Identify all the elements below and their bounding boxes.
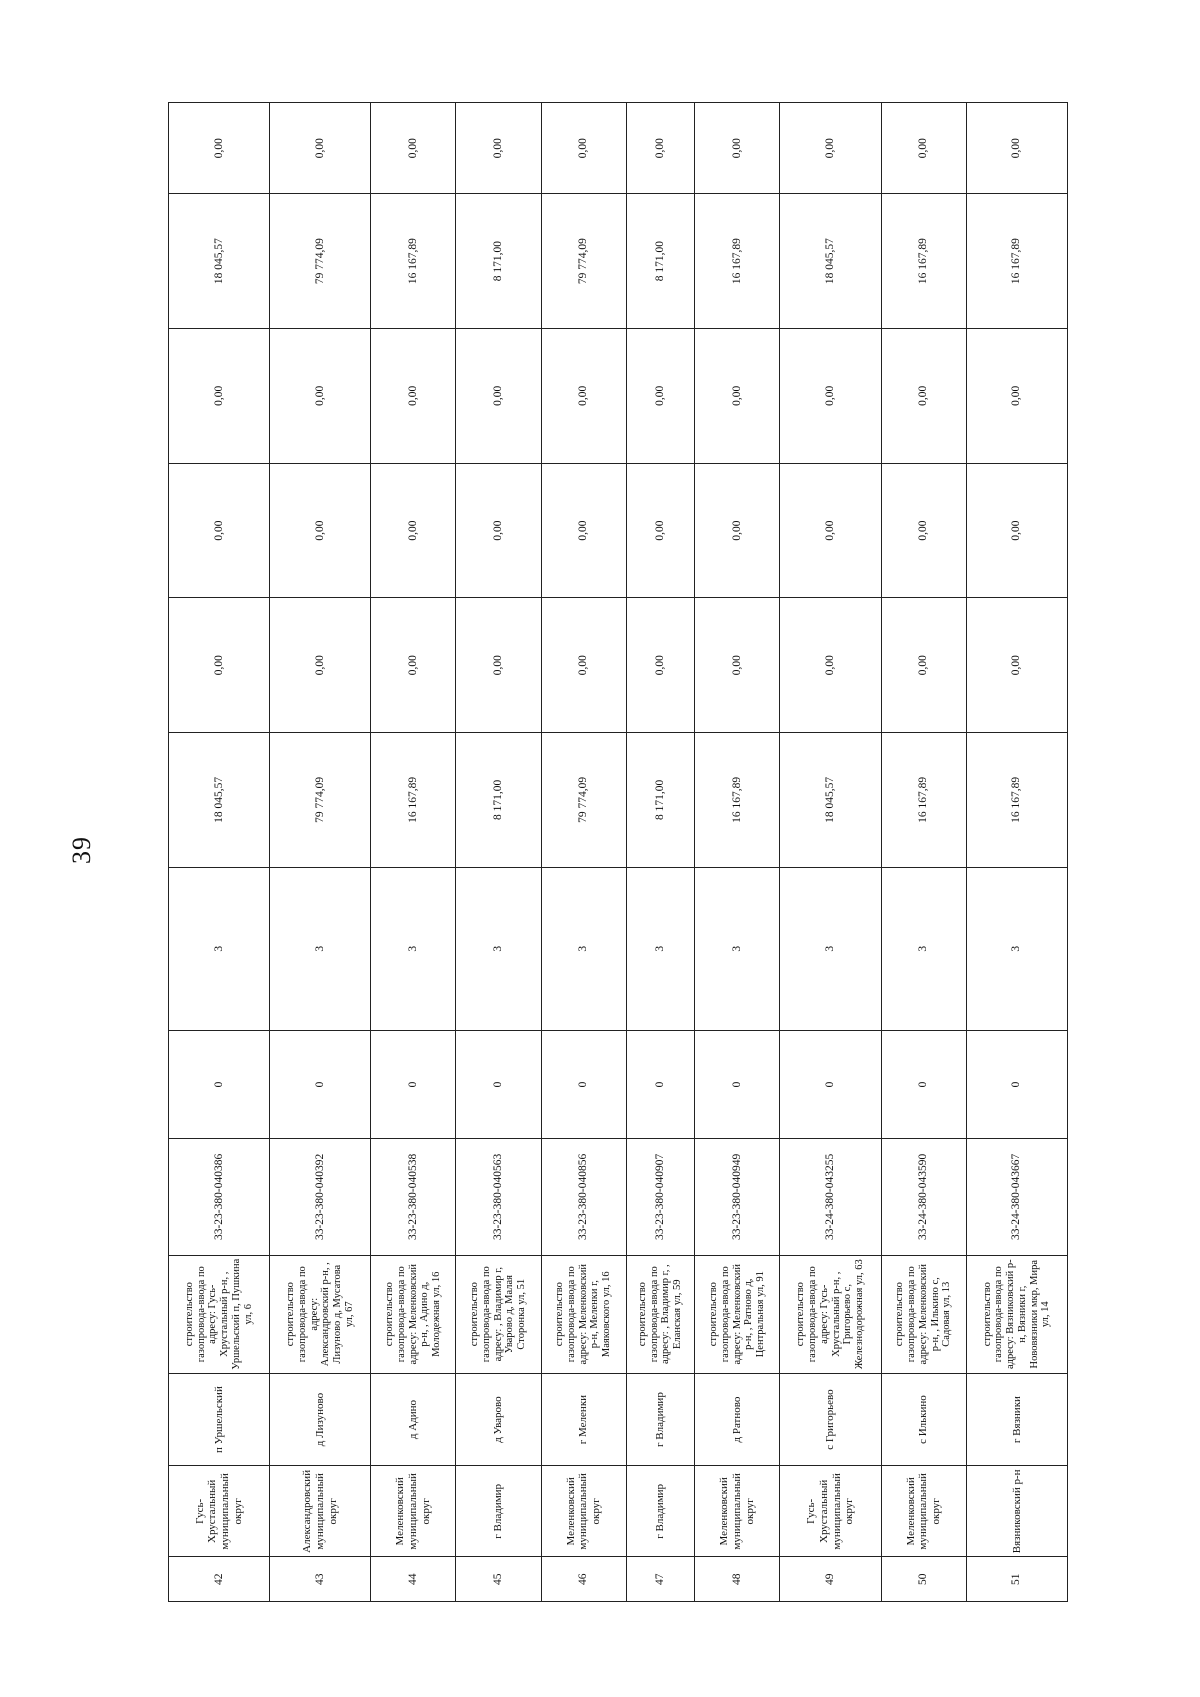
object-code-cell: 33-23-380-040392 [270, 1139, 371, 1255]
table-row [371, 103, 456, 1602]
settlement-cell: г Вязники [966, 1373, 1067, 1465]
total-cost-cell: 18 045,57 [780, 733, 881, 868]
work-description-cell: строительство газопровода-ввода по адресу: Меленковский р-н, Меленки г, Маяковского ул, 16 [541, 1255, 626, 1373]
table-container [168, 102, 1068, 1602]
settlement-cell: д Адино [371, 1373, 456, 1465]
work-description-cell: строительство газопровода-ввода по адресу: , Владимир г, , Еланская ул, 59 [626, 1255, 695, 1373]
settlement-cell: г Владимир [626, 1373, 695, 1465]
amount-cell: 0,00 [695, 103, 780, 194]
total-cost-cell: 79 774,09 [270, 733, 371, 868]
amount-cell: 0,00 [270, 463, 371, 598]
amount-cell: 0,00 [780, 598, 881, 733]
total-cost-cell: 8 171,00 [456, 733, 541, 868]
category-cell: 3 [780, 867, 881, 1030]
amount-cell: 0,00 [966, 329, 1067, 464]
row-number-cell: 42 [169, 1557, 270, 1602]
work-description-cell: строительство газопровода-ввода по адресу: Меленковский р-н, , Ратново д, Центральная ул, 91 [695, 1255, 780, 1373]
settlement-cell: д Лизуново [270, 1373, 371, 1465]
count-cell: 0 [881, 1030, 966, 1139]
object-code-cell: 33-23-380-040538 [371, 1139, 456, 1255]
municipality-cell: г Владимир [626, 1466, 695, 1557]
settlement-cell: с Илькино [881, 1373, 966, 1465]
category-cell: 3 [541, 867, 626, 1030]
amount-cell: 0,00 [780, 103, 881, 194]
table-row [695, 103, 780, 1602]
settlement-cell: п Уршельский [169, 1373, 270, 1465]
financing-cell: 79 774,09 [270, 194, 371, 329]
municipality-cell: Гусь-Хрустальный муниципальный округ [780, 1466, 881, 1557]
row-number-cell: 45 [456, 1557, 541, 1602]
count-cell: 0 [966, 1030, 1067, 1139]
table-row [541, 103, 626, 1602]
amount-cell: 0,00 [541, 103, 626, 194]
row-number-cell: 49 [780, 1557, 881, 1602]
settlement-cell: с Григорьево [780, 1373, 881, 1465]
financing-cell: 16 167,89 [695, 194, 780, 329]
municipality-cell: Гусь-Хрустальный муниципальный округ [169, 1466, 270, 1557]
amount-cell: 0,00 [371, 463, 456, 598]
municipality-cell: Меленковский муниципальный округ [695, 1466, 780, 1557]
category-cell: 3 [270, 867, 371, 1030]
financing-cell: 16 167,89 [881, 194, 966, 329]
financing-cell: 79 774,09 [541, 194, 626, 329]
amount-cell: 0,00 [695, 598, 780, 733]
object-code-cell: 33-23-380-040949 [695, 1139, 780, 1255]
amount-cell: 0,00 [270, 103, 371, 194]
amount-cell: 0,00 [456, 463, 541, 598]
table-row [780, 103, 881, 1602]
amount-cell: 0,00 [626, 103, 695, 194]
amount-cell: 0,00 [456, 329, 541, 464]
total-cost-cell: 16 167,89 [881, 733, 966, 868]
category-cell: 3 [881, 867, 966, 1030]
count-cell: 0 [541, 1030, 626, 1139]
amount-cell: 0,00 [695, 329, 780, 464]
amount-cell: 0,00 [881, 103, 966, 194]
municipality-cell: Меленковский муниципальный округ [881, 1466, 966, 1557]
count-cell: 0 [780, 1030, 881, 1139]
work-description-cell: строительство газопровода-ввода по адресу: Гусь-Хрустальный р-н, , Григорьево с, Железнодорожная ул, 63 [780, 1255, 881, 1373]
row-number-cell: 46 [541, 1557, 626, 1602]
settlement-cell: г Меленки [541, 1373, 626, 1465]
work-description-cell: строительство газопровода-ввода по адресу: Александровский р-н, , Лизуново д, Мусатова ул, 67 [270, 1255, 371, 1373]
amount-cell: 0,00 [456, 103, 541, 194]
table-row [169, 103, 270, 1602]
municipality-cell: Вязниковский р-н [966, 1466, 1067, 1557]
settlement-cell: д Ратново [695, 1373, 780, 1465]
object-code-cell: 33-24-380-043255 [780, 1139, 881, 1255]
count-cell: 0 [626, 1030, 695, 1139]
amount-cell: 0,00 [780, 463, 881, 598]
financing-cell: 8 171,00 [456, 194, 541, 329]
amount-cell: 0,00 [270, 329, 371, 464]
table-row [456, 103, 541, 1602]
row-number-cell: 44 [371, 1557, 456, 1602]
row-number-cell: 48 [695, 1557, 780, 1602]
work-description-cell: строительство газопровода-ввода по адресу: Вязниковский р-н, Вязники г, Нововязники мкр, Мира ул, 14 [966, 1255, 1067, 1373]
count-cell: 0 [270, 1030, 371, 1139]
amount-cell: 0,00 [881, 463, 966, 598]
total-cost-cell: 16 167,89 [966, 733, 1067, 868]
total-cost-cell: 79 774,09 [541, 733, 626, 868]
amount-cell: 0,00 [626, 463, 695, 598]
amount-cell: 0,00 [966, 103, 1067, 194]
total-cost-cell: 16 167,89 [371, 733, 456, 868]
object-code-cell: 33-23-380-040563 [456, 1139, 541, 1255]
object-code-cell: 33-23-380-040856 [541, 1139, 626, 1255]
amount-cell: 0,00 [270, 598, 371, 733]
work-description-cell: строительство газопровода-ввода по адресу: , Владимир г, Уварово д, Малая Сторонка ул, 51 [456, 1255, 541, 1373]
category-cell: 3 [169, 867, 270, 1030]
amount-cell: 0,00 [371, 103, 456, 194]
table-row [270, 103, 371, 1602]
total-cost-cell: 18 045,57 [169, 733, 270, 868]
financing-cell: 18 045,57 [169, 194, 270, 329]
table-row [626, 103, 695, 1602]
work-description-cell: строительство газопровода-ввода по адресу: Меленковский р-н, , Илькино с, Садовая ул, 13 [881, 1255, 966, 1373]
municipality-cell: г Владимир [456, 1466, 541, 1557]
amount-cell: 0,00 [780, 329, 881, 464]
municipality-cell: Александровский муниципальный округ [270, 1466, 371, 1557]
category-cell: 3 [626, 867, 695, 1030]
object-code-cell: 33-24-380-043667 [966, 1139, 1067, 1255]
page-number: 39 [67, 836, 96, 864]
category-cell: 3 [456, 867, 541, 1030]
amount-cell: 0,00 [695, 463, 780, 598]
work-description-cell: строительство газопровода-ввода по адресу: Гусь-Хрустальный р-н, , Уршельский п, Пушкина ул, 6 [169, 1255, 270, 1373]
row-number-cell: 47 [626, 1557, 695, 1602]
financing-cell: 16 167,89 [371, 194, 456, 329]
table-row [881, 103, 966, 1602]
amount-cell: 0,00 [169, 329, 270, 464]
work-description-cell: строительство газопровода-ввода по адресу: Меленковский р-н, , Адино д, Молодежная ул, 16 [371, 1255, 456, 1373]
row-number-cell: 50 [881, 1557, 966, 1602]
amount-cell: 0,00 [169, 103, 270, 194]
table-row [966, 103, 1067, 1602]
gas-pipeline-registry-table [168, 102, 1068, 1602]
amount-cell: 0,00 [881, 598, 966, 733]
amount-cell: 0,00 [626, 329, 695, 464]
count-cell: 0 [371, 1030, 456, 1139]
amount-cell: 0,00 [169, 598, 270, 733]
amount-cell: 0,00 [966, 463, 1067, 598]
amount-cell: 0,00 [966, 598, 1067, 733]
row-number-cell: 51 [966, 1557, 1067, 1602]
table-body [169, 103, 1068, 1602]
financing-cell: 18 045,57 [780, 194, 881, 329]
settlement-cell: д Уварово [456, 1373, 541, 1465]
category-cell: 3 [695, 867, 780, 1030]
object-code-cell: 33-23-380-040907 [626, 1139, 695, 1255]
amount-cell: 0,00 [371, 598, 456, 733]
amount-cell: 0,00 [456, 598, 541, 733]
count-cell: 0 [169, 1030, 270, 1139]
object-code-cell: 33-24-380-043590 [881, 1139, 966, 1255]
total-cost-cell: 16 167,89 [695, 733, 780, 868]
financing-cell: 8 171,00 [626, 194, 695, 329]
row-number-cell: 43 [270, 1557, 371, 1602]
category-cell: 3 [966, 867, 1067, 1030]
financing-cell: 16 167,89 [966, 194, 1067, 329]
municipality-cell: Меленковский муниципальный округ [371, 1466, 456, 1557]
municipality-cell: Меленковский муниципальный округ [541, 1466, 626, 1557]
amount-cell: 0,00 [626, 598, 695, 733]
amount-cell: 0,00 [541, 329, 626, 464]
object-code-cell: 33-23-380-040386 [169, 1139, 270, 1255]
count-cell: 0 [456, 1030, 541, 1139]
amount-cell: 0,00 [169, 463, 270, 598]
amount-cell: 0,00 [541, 463, 626, 598]
count-cell: 0 [695, 1030, 780, 1139]
total-cost-cell: 8 171,00 [626, 733, 695, 868]
amount-cell: 0,00 [371, 329, 456, 464]
amount-cell: 0,00 [541, 598, 626, 733]
category-cell: 3 [371, 867, 456, 1030]
amount-cell: 0,00 [881, 329, 966, 464]
